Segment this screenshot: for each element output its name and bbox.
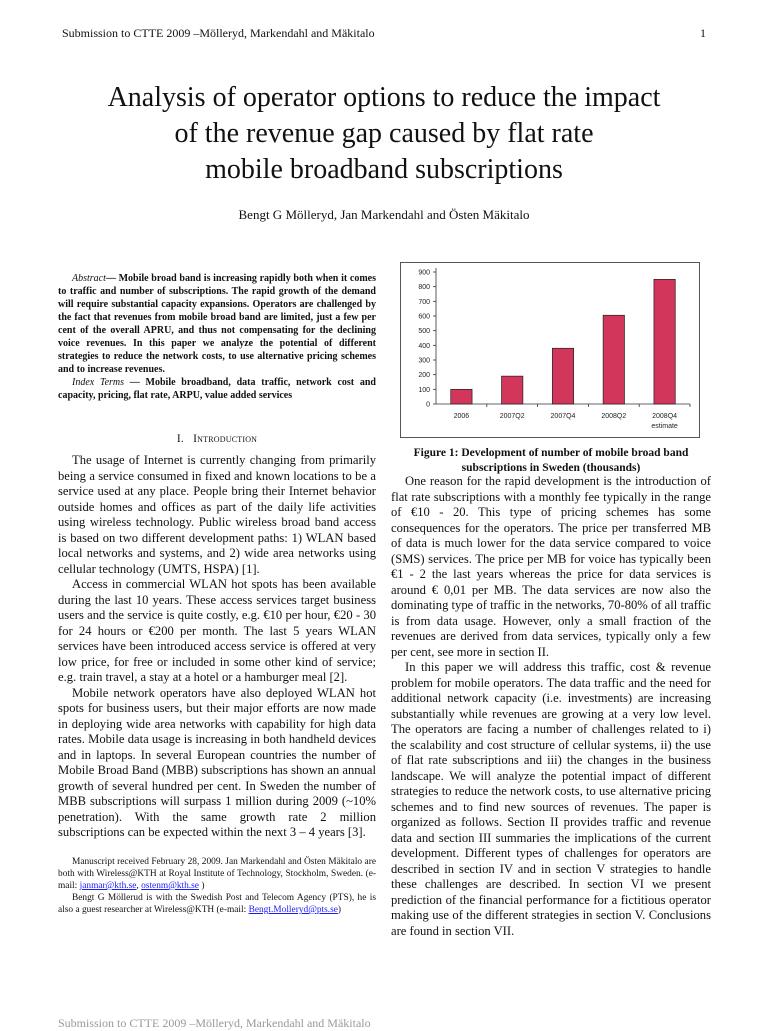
footnote-1 (58, 856, 376, 892)
figure-caption: Figure 1: Development of number of mobile broad band subscriptions in Sweden (thousands) (413, 447, 689, 474)
y-tick-label: 700 (418, 298, 430, 306)
bar-2006 (451, 389, 472, 404)
subscriptions-bar-chart (400, 262, 700, 438)
title-line: Analysis of operator options to reduce the impact (107, 82, 661, 113)
email-link[interactable]: ostenm@kth.se (141, 881, 199, 891)
index-terms (58, 376, 376, 402)
footnote-text: Manuscript received February 28, 2009. Jan Markendahl and Östen Mäkitalo are both with Wireless@KTH at Royal Institute of Technology, Stockholm, Sweden. (e-mail: (58, 857, 376, 891)
y-tick-label: 600 (418, 313, 430, 321)
x-tick-label: 2007Q4 (550, 413, 576, 420)
abstract-paragraph (58, 272, 376, 376)
section-title: Introduction (193, 433, 258, 445)
y-tick-label: 400 (418, 342, 430, 350)
bar-2008Q2 (603, 315, 624, 404)
x-tick-sublabel: estimate (651, 423, 678, 430)
y-tick-label: 300 (418, 357, 430, 365)
x-tick-label: 2007Q2 (499, 413, 525, 420)
footnote-2 (58, 892, 376, 916)
body-paragraph: Access in commercial WLAN hot spots has been available during the last 10 years. These access services target business users and the service is quite costly, e.g. €10 per hour, €20 - 30 for 24 hours or €200 per month. The last 5 years WLAN services have been introduced access service is offered at very low price, for free or included in some other kind of service; e.g. train travel, a stay at a hotel or a hamburger meal [2]. (58, 577, 376, 684)
y-tick-label: 200 (418, 372, 430, 380)
email-link[interactable]: Bengt.Molleryd@pts.se (248, 905, 338, 915)
y-tick-label: 900 (418, 269, 430, 277)
email-link[interactable]: janmar@kth.se (79, 881, 137, 891)
author-list: Bengt G Mölleryd, Jan Markendahl and Östen Mäkitalo (238, 207, 530, 222)
y-tick-label: 800 (418, 284, 430, 292)
bar-2008Q4 (654, 279, 675, 404)
body-paragraph: The usage of Internet is currently changing from primarily being a service consumed in fixed and known locations to be a service used at any place. People bring their Internet behavior outside homes and offices as part of the daily life activities using wireless technology. Public wireless broad band access is based on two different development paths: 1) WLAN based local networks and systems, and 2) wide area networks using cellular technology (UMTS, HSPA) [1]. (58, 453, 376, 576)
x-tick-label: 2008Q4 (652, 413, 678, 420)
running-header: Submission to CTTE 2009 –Mölleryd, Markendahl and Mäkitalo (62, 26, 375, 40)
title-line: mobile broadband subscriptions (205, 154, 563, 185)
body-paragraph: In this paper we will address this traffic, cost & revenue problem for mobile operators. The data traffic and the need for additional network capacity (i.e. investments) are increasing substantially while revenues are growing at a very low level. The operators are facing a number of challenges related to i) the scalability and cost structure of cellular systems, ii) the use of flat rate subscriptions and iii) the changes in the business landscape. We will analyze the potential impact of different strategies to reduce the network costs, to use alternative pricing schemes and to find new sources of revenues. The paper is organized as follows. Section II provides traffic and revenue data and section III summaries the implications of the current development. Different types of challenges for operators are described in section IV and in section V strategies to handle these challenges are described. In section VI we present prediction of the financial performance for a fictitious operator making use of the different strategies in section V. Conclusions are found in section VII. (391, 660, 711, 938)
y-tick-label: 0 (426, 401, 430, 409)
left-column (58, 453, 376, 841)
footnotes (58, 856, 376, 916)
page-number: 1 (700, 26, 706, 40)
abstract (58, 272, 376, 402)
x-tick-label: 2006 (453, 413, 470, 420)
index-terms-label: Index Terms (72, 377, 125, 388)
next-page-header-fragment: Submission to CTTE 2009 –Mölleryd, Markendahl and Mäkitalo (58, 1016, 371, 1030)
footnote-text: Bengt G Möllerud is with the Swedish Post and Telecom Agency (PTS), he is also a guest researcher at Wireless@KTH (e-mail: (58, 893, 376, 915)
body-paragraph: Mobile network operators have also deployed WLAN hot spots for business users, but their major efforts are now made in deploying wide area networks with capability for high data rates. Mobile data usage is increasing in both handheld devices and in laptops. In several European countries the number of Mobile Broad Band (MBB) subscriptions has shown an annual growth of several hundred per cent. In Sweden the number of MBB subscriptions will surpass 1 million during 2009 (~10% penetration). With the same growth rate 2 million subscriptions can be expected within the next 3 – 4 years [3]. (58, 685, 376, 839)
abstract-text: — Mobile broad band is increasing rapidly both when it comes to traffic and number of subscriptions. The rapid growth of the demand will require substantial capacity expansions. Operators are challenged by the fact that revenues from mobile broad band are limited, just a few per cent of the overall APRU, and thus not compensating for the declining voice revenues. In this paper we analyze the potential of different strategies to reduce the network costs, to use alternative pricing schemes and to increase revenues. (58, 273, 376, 375)
right-column (391, 474, 711, 939)
title-line: of the revenue gap caused by flat rate (174, 118, 594, 149)
section-heading (58, 433, 376, 445)
bar-2007Q2 (502, 376, 523, 404)
section-number: I. (176, 433, 184, 445)
abstract-label: Abstract (72, 273, 106, 284)
index-terms-text: — Mobile broadband, data traffic, network cost and capacity, pricing, flat rate, ARPU, value added services (58, 377, 376, 401)
y-tick-label: 100 (418, 386, 430, 394)
footnote-text: , (136, 881, 142, 891)
body-paragraph: One reason for the rapid development is the introduction of flat rate subscriptions with a monthly fee typically in the range of €10 - 20. This type of pricing schemes has some consequences for the operators. The price per transferred MB of data is much lower for the data service compared to voice (SMS) services. The price per MB for voice has typically been €1 - 2 the last years whereas the price for data services is around € 0,01 per MB. The data services are now also the dominating type of traffic in the networks, 70-80% of all traffic is from data usage. However, only a small fraction of the revenues are derived from data services, typically only a few per cent, see more in section II. (391, 474, 711, 659)
footnote-text: ) (337, 905, 342, 915)
y-tick-label: 500 (418, 328, 430, 336)
x-tick-label: 2008Q2 (601, 413, 627, 420)
footnote-text: ) (198, 881, 205, 891)
bar-2007Q4 (552, 348, 573, 404)
paper-title (40, 80, 728, 188)
